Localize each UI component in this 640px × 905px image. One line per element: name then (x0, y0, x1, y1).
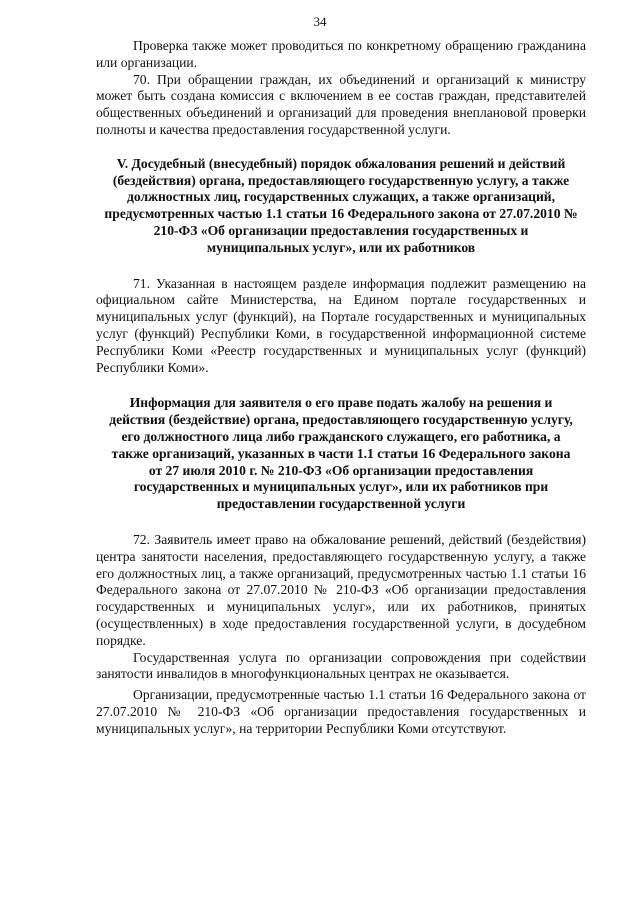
page-number: 34 (313, 14, 327, 29)
paragraph-72: 72. Заявитель имеет право на обжалование решений, действий (бездействия) центра занятости населения, предоставляющего государственную услугу, а также его должностных лиц, а также организаций, предусмотренных частью 1.1 статьи 16 Федерального закона от 27.07.2010 № 210-ФЗ «Об организации предоставления государственных и муниципальных услуг», или их работников, принятых (осуществленных) в ходе предоставления государственной услуги, в досудебном порядке. (96, 531, 586, 648)
section-heading-v: V. Досудебный (внесудебный) порядок обжалования решений и действий (бездействия) органа, предоставляющего государственную услугу, а также должностных лиц, государственных служащих, а также организаций, предусмотренных частью 1.1 статьи 16 Федерального закона от 27.07.2010 № 210-ФЗ «Об организации предоставления государственных и муниципальных услуг», или их работников (104, 155, 578, 255)
paragraph-71: 71. Указанная в настоящем разделе информация подлежит размещению на официальном сайте Министерства, на Едином портале государственных и муниципальных услуг (функций), на Портале государственных и муниципальных услуг (функций) Республики Коми, в государственной информационной системе Республики Коми «Реестр государственных и муниципальных услуг (функций) Республики Коми». (96, 275, 586, 375)
paragraph-70: 70. При обращении граждан, их объединений и организаций к министру может быть создана комиссия с включением в ее состав граждан, представителей общественных объединений и организаций для проведения внеплановой проверки полноты и качества предоставления государственной услуги. (96, 71, 586, 137)
paragraph-organizations: Организации, предусмотренные частью 1.1 статьи 16 Федерального закона от 27.07.2010 № 210-ФЗ «Об организации предоставления государственных и муниципальных услуг», на территории Республики Коми отсутствуют. (96, 687, 586, 736)
page-content (96, 38, 586, 737)
paragraph-mfc: Государственная услуга по организации сопровождения при содействии занятости инвалидов в многофункциональных центрах не оказывается. (96, 649, 586, 682)
subsection-heading-applicant-info: Информация для заявителя о его праве подать жалобу на решения и действия (бездействие) органа, предоставляющего государственную услугу, его должностного лица либо гражданского служащего, его работника, а также организаций, указанных в части 1.1 статьи 16 Федерального закона от 27 июля 2010 г. № 210-ФЗ «Об организации предоставления государственных и муниципальных услуг», или их работников при предоставлении государственной услуги (109, 395, 573, 512)
paragraph-check-by-request: Проверка также может проводиться по конкретному обращению гражданина или организации. (96, 38, 586, 70)
